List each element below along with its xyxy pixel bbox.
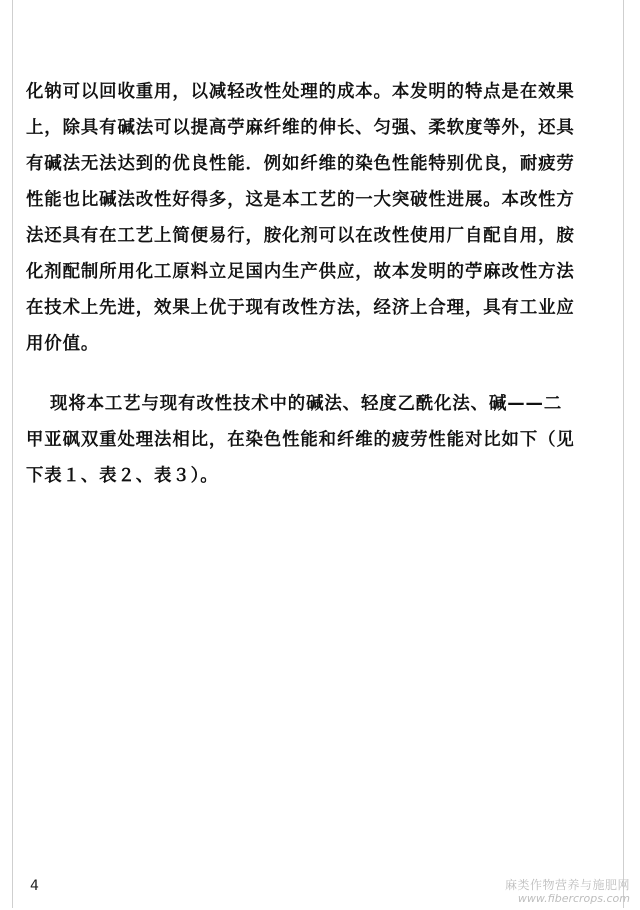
watermark-url: www.fibercrops.com xyxy=(517,892,630,905)
paragraph-1 xyxy=(26,74,616,362)
watermark-site-name: 麻类作物营养与施肥网 xyxy=(504,878,630,892)
text-line: 下表１、表２、表３）。 xyxy=(26,466,219,486)
text-line: 法还具有在工艺上简便易行，胺化剂可以在改性使用厂自配自用，胺 xyxy=(26,226,575,246)
text-line: 化剂配制所用化工原料立足国内生产供应，故本发明的苧麻改性方法 xyxy=(26,262,575,282)
text-line: 有碱法无法达到的优良性能．例如纤维的染色性能特别优良，耐疲劳 xyxy=(26,154,575,174)
page-number: 4 xyxy=(30,878,39,894)
text-line: 甲亚砜双重处理法相比，在染色性能和纤维的疲劳性能对比如下（见 xyxy=(26,430,575,450)
text-line: 在技术上先进，效果上优于现有改性方法，经济上合理，具有工业应 xyxy=(26,298,575,318)
watermark xyxy=(505,878,630,906)
text-line: 现将本工艺与现有改性技术中的碱法、轻度乙酰化法、碱——二 xyxy=(50,394,563,414)
text-line: 用价值。 xyxy=(26,334,100,354)
text-line: 上，除具有碱法可以提高苧麻纤维的伸长、匀强、柔软度等外，还具 xyxy=(26,118,575,138)
paragraph-2 xyxy=(26,386,616,494)
text-line: 化钠可以回收重用，以减轻改性处理的成本。本发明的特点是在效果 xyxy=(26,82,575,102)
text-line: 性能也比碱法改性好得多，这是本工艺的一大突破性进展。本改性方 xyxy=(26,190,575,210)
